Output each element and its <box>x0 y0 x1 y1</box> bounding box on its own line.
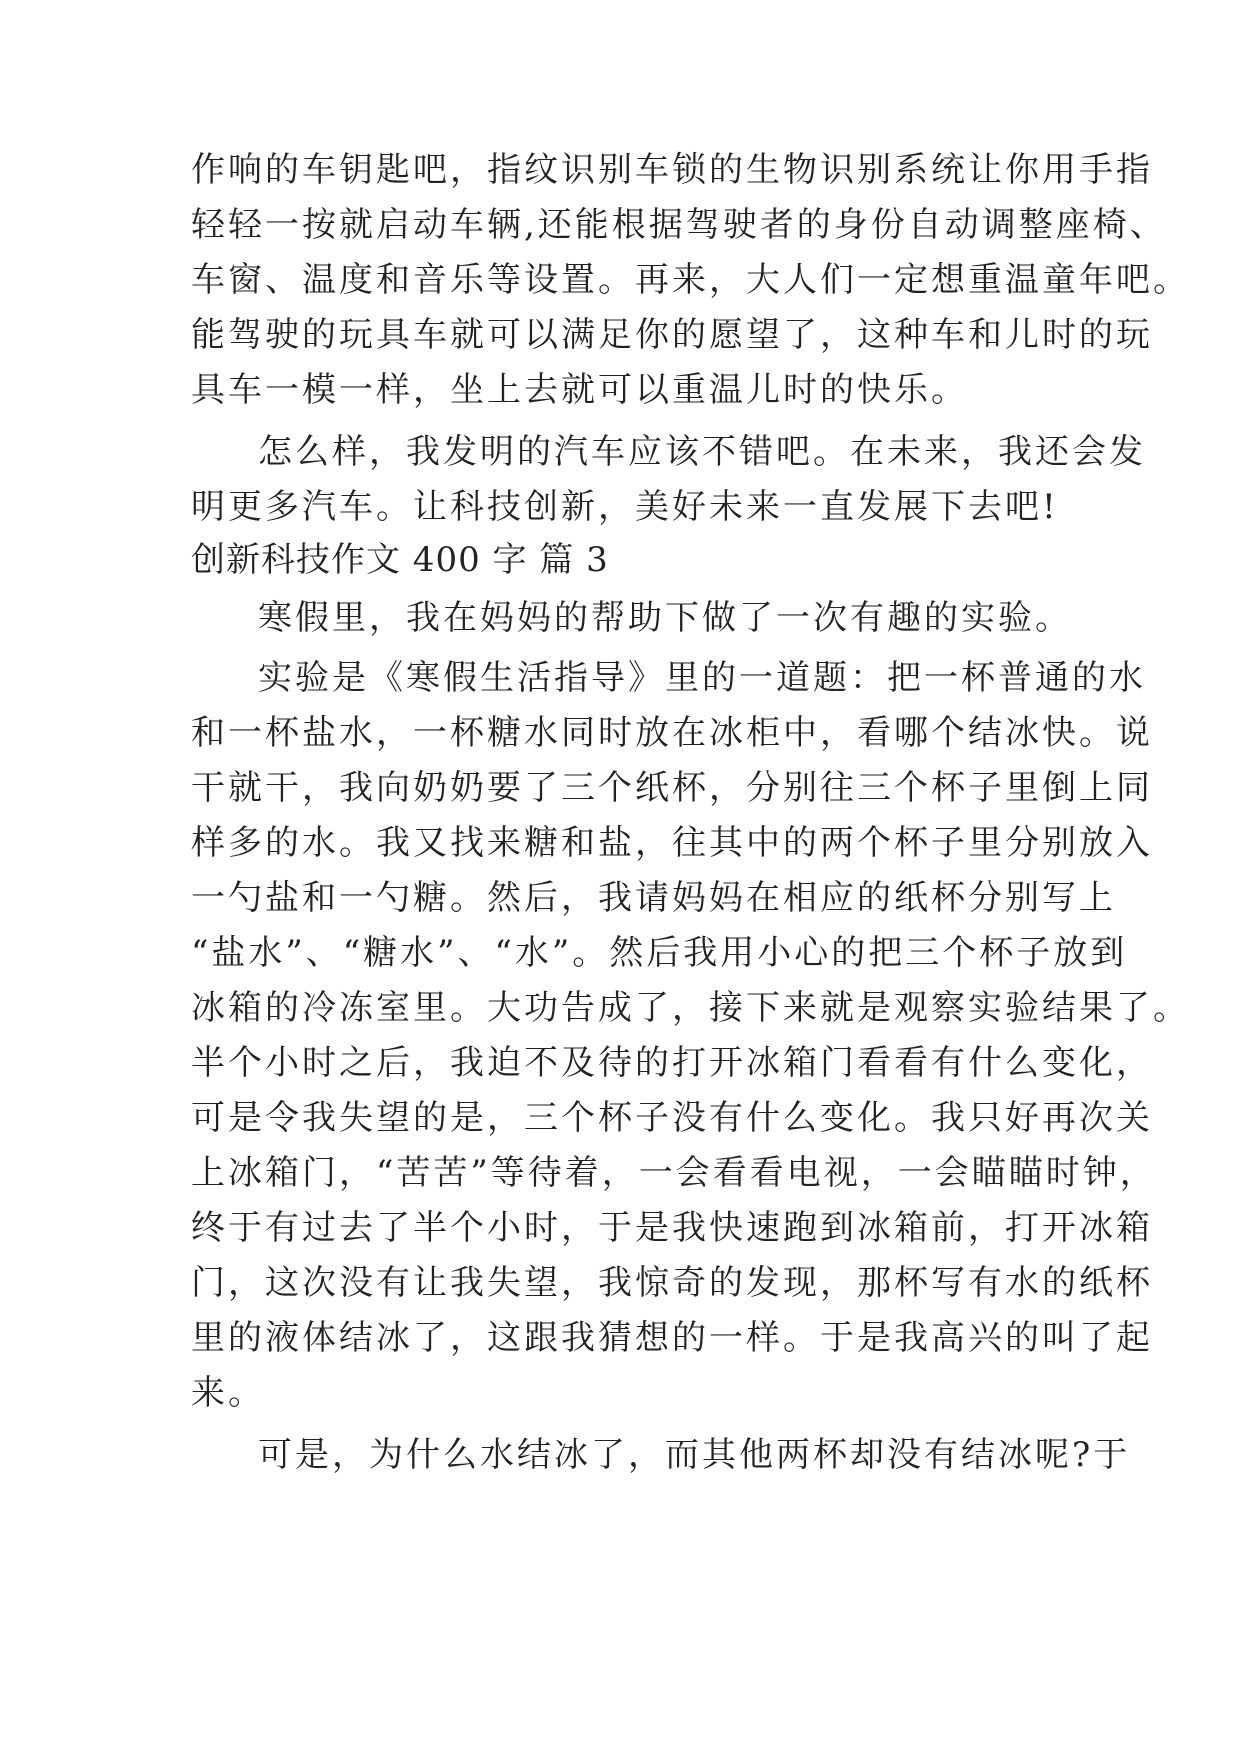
text-line: 来。 <box>191 1373 265 1413</box>
text-line: 作响的车钥匙吧，指纹识别车锁的生物识别系统让你用手指 <box>191 150 1153 190</box>
text-line: 寒假里，我在妈妈的帮助下做了一次有趣的实验。 <box>258 598 1072 638</box>
text-line: 可是令我失望的是，三个杯子没有什么变化。我只好再次关 <box>191 1098 1153 1138</box>
text-line: 一勺盐和一勺糖。然后，我请妈妈在相应的纸杯分别写上 <box>191 878 1116 918</box>
text-line: 冰箱的冷冻室里。大功告成了，接下来就是观察实验结果了。 <box>191 988 1190 1028</box>
text-line: 终于有过去了半个小时，于是我快速跑到冰箱前，打开冰箱 <box>191 1208 1153 1248</box>
text-line: 半个小时之后，我迫不及待的打开冰箱门看看有什么变化， <box>191 1043 1153 1083</box>
text-line: 实验是《寒假生活指导》里的一道题：把一杯普通的水 <box>258 658 1146 698</box>
text-line: 门，这次没有让我失望，我惊奇的发现，那杯写有水的纸杯 <box>191 1263 1153 1303</box>
text-line: “盐水”、“糖水”、“水”。然后我用小心的把三个杯子放到 <box>191 933 1128 973</box>
text-line: 样多的水。我又找来糖和盐，往其中的两个杯子里分别放入 <box>191 823 1153 863</box>
text-line: 上冰箱门，“苦苦”等待着，一会看看电视，一会瞄瞄时钟， <box>191 1153 1157 1193</box>
text-line: 可是，为什么水结冰了，而其他两杯却没有结冰呢?于 <box>258 1435 1131 1475</box>
text-line: 车窗、温度和音乐等设置。再来，大人们一定想重温童年吧。 <box>191 260 1190 300</box>
text-line: 里的液体结冰了，这跟我猜想的一样。于是我高兴的叫了起 <box>191 1318 1153 1358</box>
text-line: 和一杯盐水，一杯糖水同时放在冰柜中，看哪个结冰快。说 <box>191 713 1153 753</box>
text-line: 明更多汽车。让科技创新，美好未来一直发展下去吧! <box>191 487 1059 527</box>
text-line: 能驾驶的玩具车就可以满足你的愿望了，这种车和儿时的玩 <box>191 315 1153 355</box>
text-line: 干就干，我向奶奶要了三个纸杯，分别往三个杯子里倒上同 <box>191 768 1153 808</box>
text-line: 轻轻一按就启动车辆,还能根据驾驶者的身份自动调整座椅、 <box>191 205 1167 245</box>
section-heading: 创新科技作文 400 字 篇 3 <box>191 540 609 580</box>
text-line: 怎么样，我发明的汽车应该不错吧。在未来，我还会发 <box>258 432 1146 472</box>
text-line: 具车一模一样，坐上去就可以重温儿时的快乐。 <box>191 370 968 410</box>
